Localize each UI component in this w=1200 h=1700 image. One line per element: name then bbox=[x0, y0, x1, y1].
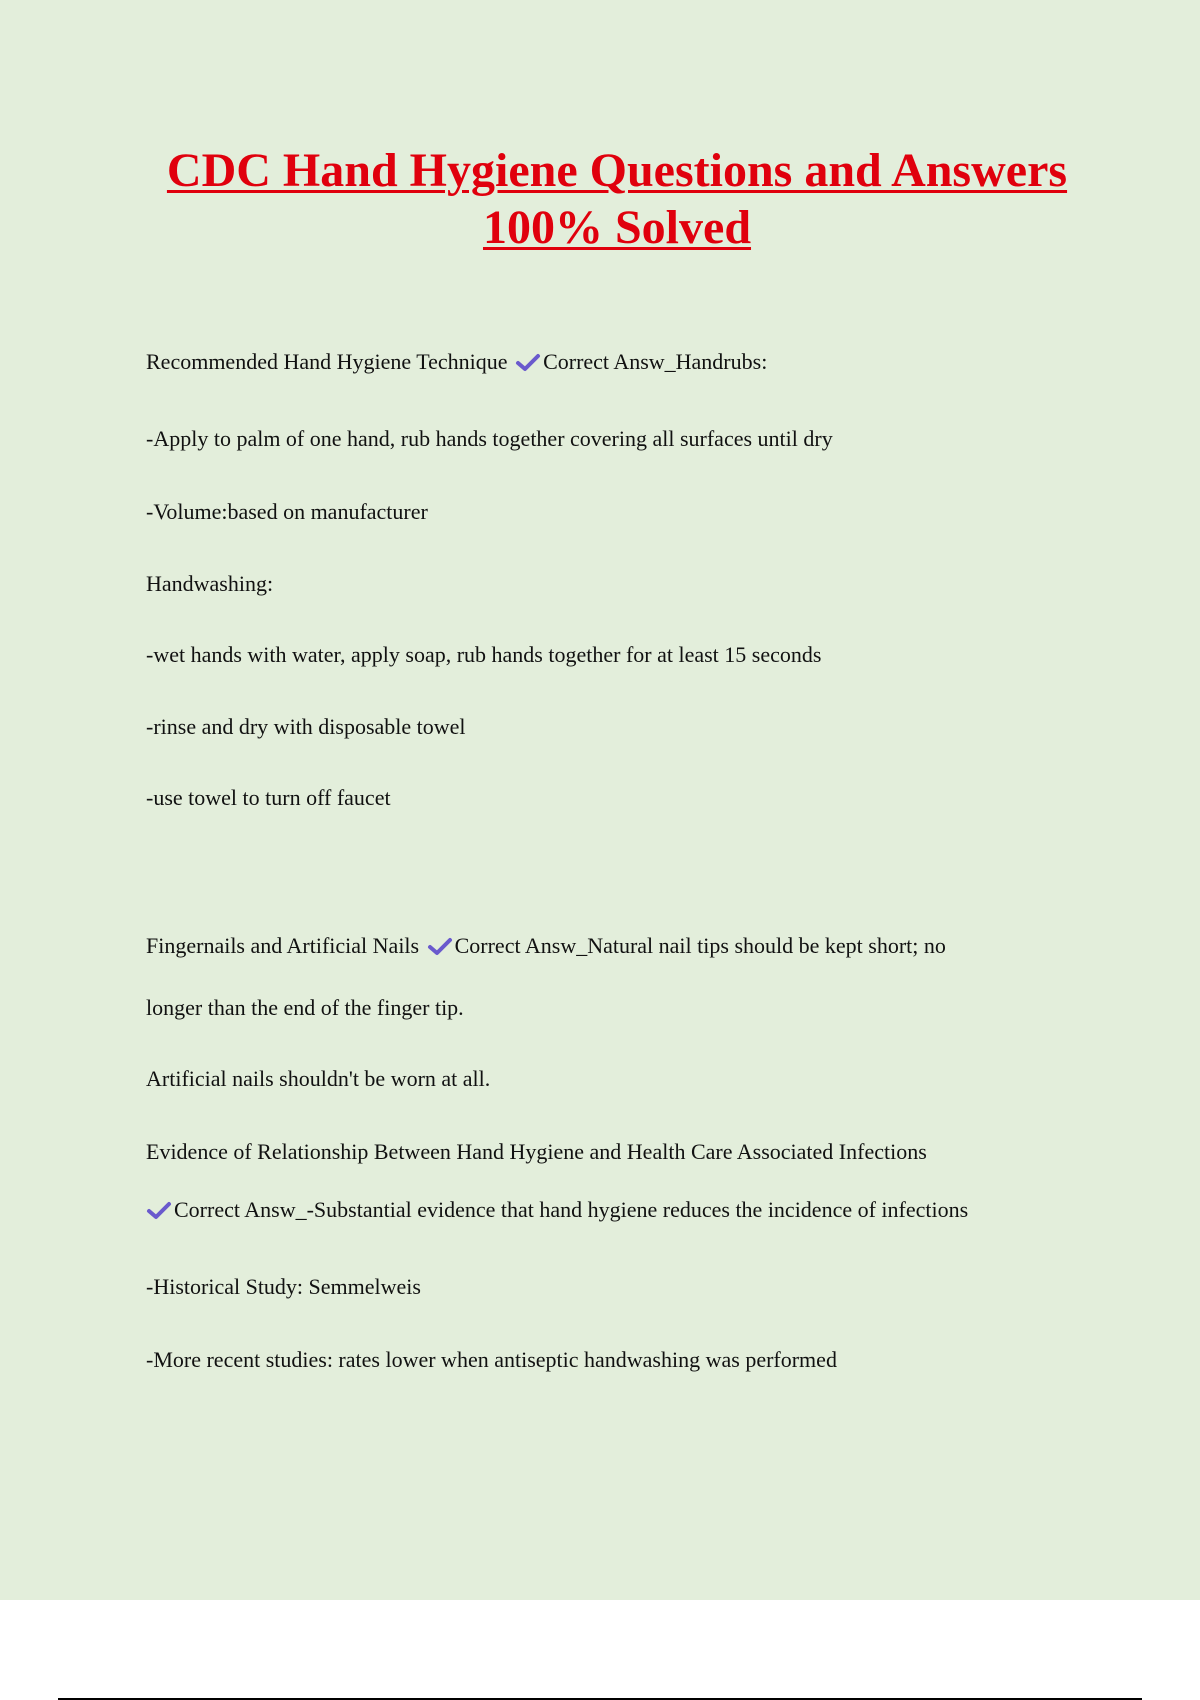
title-line-1: CDC Hand Hygiene Questions and Answers bbox=[166, 144, 1068, 197]
answer-3-line-3: -More recent studies: rates lower when antiseptic handwashing was performed bbox=[146, 1347, 837, 1372]
checkmark-icon bbox=[427, 936, 453, 956]
answer-2-line-2: longer than the end of the finger tip. bbox=[146, 995, 464, 1020]
answer-1-line-2: -Volume:based on manufacturer bbox=[146, 499, 428, 524]
question-2-text: Fingernails and Artificial Nails bbox=[146, 933, 420, 958]
answer-1-line-4: -wet hands with water, apply soap, rub hands together for at least 15 seconds bbox=[146, 642, 822, 667]
question-1 bbox=[146, 348, 767, 376]
answer-3-text: Correct Answ_-Substantial evidence that hand hygiene reduces the incidence of infections bbox=[174, 1197, 969, 1222]
answer-1-line-1: -Apply to palm of one hand, rub hands together covering all surfaces until dry bbox=[146, 426, 833, 451]
document-title bbox=[0, 142, 1200, 256]
answer-2-text: Correct Answ_Natural nail tips should be kept short; no bbox=[454, 933, 946, 958]
answer-1-line-5: -rinse and dry with disposable towel bbox=[146, 714, 466, 739]
question-1-text: Recommended Hand Hygiene Technique bbox=[146, 349, 508, 374]
checkmark-icon bbox=[146, 1200, 172, 1220]
answer-1-text: Correct Answ_Handrubs: bbox=[543, 349, 768, 374]
checkmark-icon bbox=[515, 352, 541, 372]
answer-3-line-2: -Historical Study: Semmelweis bbox=[146, 1274, 421, 1299]
answer-2-line-3: Artificial nails shouldn't be worn at all. bbox=[146, 1066, 491, 1091]
title-line-2: 100% Solved bbox=[482, 201, 752, 254]
answer-1-line-3: Handwashing: bbox=[146, 571, 274, 596]
answer-3 bbox=[146, 1196, 968, 1224]
question-2 bbox=[146, 932, 946, 960]
question-3: Evidence of Relationship Between Hand Hygiene and Health Care Associated Infections bbox=[146, 1139, 927, 1164]
answer-1-line-6: -use towel to turn off faucet bbox=[146, 785, 391, 810]
